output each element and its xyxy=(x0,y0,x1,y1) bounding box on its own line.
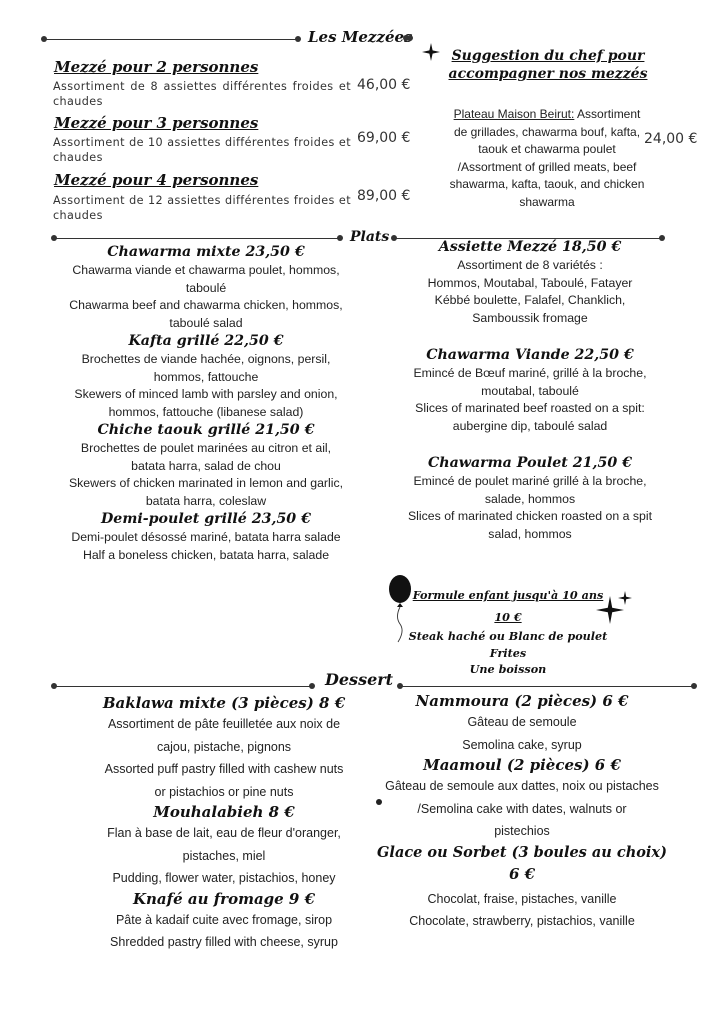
chef-suggestion xyxy=(448,47,648,83)
dish-title: Mouhalabieh 8 € xyxy=(153,803,295,821)
kids-line: Steak haché ou Blanc de poulet xyxy=(408,629,608,643)
dish-title: Glace ou Sorbet (3 boules au choix) xyxy=(377,843,667,861)
dish-line: Chocolate, strawberry, pistachios, vanille xyxy=(409,914,635,928)
dish-line: batata harra, coleslaw xyxy=(145,493,267,508)
dish-title: Chawarma mixte 23,50 € xyxy=(107,244,305,260)
dish-line: Slices of marinated beef roasted on a spit: xyxy=(415,401,645,415)
dish-line: Half a boneless chicken, batata harra, salade xyxy=(82,547,330,562)
dish-line: Chocolat, fraise, pistaches, vanille xyxy=(427,891,617,906)
dish-line: Emincé de Bœuf mariné, grillé à la broche, xyxy=(413,366,647,380)
dish-line: taboulé xyxy=(185,280,227,295)
chef-line: shawarma, kafta, taouk, and chicken xyxy=(449,177,645,191)
dish-title: Nammoura (2 pièces) 6 € xyxy=(415,692,629,710)
dessert-right-column xyxy=(372,692,672,933)
dish-line: Assortiment de 8 variétés : xyxy=(457,258,603,272)
plats-divider-left xyxy=(54,238,340,239)
dish-line: Gâteau de semoule aux dattes, noix ou pistaches xyxy=(385,779,659,793)
mezze-2-title: Mezzé pour 2 personnes xyxy=(54,58,259,76)
dish-line: /Semolina cake with dates, walnuts or xyxy=(417,801,627,816)
dish-line: taboulé salad xyxy=(169,315,243,330)
chef-plateau-label: Plateau Maison Beirut: xyxy=(453,107,575,121)
dish-line: Skewers of chicken marinated in lemon and garlic, xyxy=(68,476,344,490)
chef-plateau xyxy=(436,106,658,211)
mezze-3-desc: Assortiment de 10 assiettes différentes froides et chaudes xyxy=(53,136,351,164)
dish-title: Baklawa mixte (3 pièces) 8 € xyxy=(102,694,346,712)
dish-title: Knafé au fromage 9 € xyxy=(132,889,316,908)
dish-line: pistaches, miel xyxy=(182,848,266,863)
dish-line: Shredded pastry filled with cheese, syrup xyxy=(110,935,338,949)
chef-line: /Assortment of grilled meats, beef xyxy=(457,159,637,174)
kids-line: Frites xyxy=(489,645,527,660)
dish-line: Assorted puff pastry filled with cashew nuts xyxy=(104,762,344,776)
dish-price: 6 € xyxy=(508,864,536,883)
dish-line: batata harra, salad de chou xyxy=(131,458,281,473)
mezzes-section-title: Les Mezzées xyxy=(308,28,413,46)
dish-line: salad, hommos xyxy=(488,526,572,541)
mezze-3-price: 69,00 € xyxy=(357,130,411,146)
dish-line: Semolina cake, syrup xyxy=(462,737,582,752)
dish-title: Kafta grillé 22,50 € xyxy=(128,333,284,349)
dish-title: Chawarma Viande 22,50 € xyxy=(426,347,634,363)
dish-line: Flan à base de lait, eau de fleur d'oranger, xyxy=(107,826,341,840)
dessert-divider-left xyxy=(54,686,312,687)
dish-line: Assortiment de pâte feuilletée aux noix de xyxy=(107,717,341,731)
dish-line: salade, hommos xyxy=(484,491,576,506)
dish-title: Maamoul (2 pièces) 6 € xyxy=(423,756,621,774)
sparkle-icon xyxy=(421,42,441,62)
dessert-section-title: Dessert xyxy=(325,670,394,689)
plats-section-title: Plats xyxy=(350,229,390,245)
dish-line: aubergine dip, taboulé salad xyxy=(452,418,608,433)
kids-formula xyxy=(408,587,608,678)
mezze-4-title: Mezzé pour 4 personnes xyxy=(54,171,259,189)
kids-price: 10 € xyxy=(494,609,522,624)
dish-line: or pistachios or pine nuts xyxy=(154,784,294,799)
dish-line: Gâteau de semoule xyxy=(467,715,577,729)
chef-line: Assortiment xyxy=(577,107,641,121)
dish-line: Chawarma viande et chawarma poulet, hommos, xyxy=(72,263,340,277)
dish-line: Samboussik fromage xyxy=(472,310,588,325)
dish-line: Pudding, flower water, pistachios, honey xyxy=(112,871,336,885)
dish-line: Kébbé boulette, Falafel, Chanklich, xyxy=(434,293,626,307)
chef-line: shawarma xyxy=(519,194,575,209)
kids-title: Formule enfant jusqu'à 10 ans xyxy=(412,588,604,602)
dish-title: Demi-poulet grillé 23,50 € xyxy=(101,511,311,527)
dish-line: Brochettes de viande hachée, oignons, persil, xyxy=(81,352,331,366)
chef-suggestion-title: Suggestion du chef pour accompagner nos mezzés xyxy=(448,48,648,82)
dish-title: Chiche taouk grillé 21,50 € xyxy=(97,422,315,438)
kids-line: Une boisson xyxy=(469,662,547,676)
chef-line: taouk et chawarma poulet xyxy=(478,142,616,156)
mezze-3-title: Mezzé pour 3 personnes xyxy=(54,114,259,132)
mezze-2-price: 46,00 € xyxy=(357,77,411,93)
dessert-divider-right xyxy=(400,686,694,687)
mezze-2-desc: Assortiment de 8 assiettes différentes froides et chaudes xyxy=(53,80,351,108)
dish-title: Chawarma Poulet 21,50 € xyxy=(427,455,633,471)
dish-line: Demi-poulet désossé mariné, batata harra salade xyxy=(71,530,341,544)
dessert-left-column xyxy=(74,694,374,954)
dish-line: cajou, pistache, pignons xyxy=(156,739,292,754)
plats-right-column xyxy=(380,238,680,543)
dish-line: hommos, fattouche xyxy=(153,369,259,384)
mezze-4-price: 89,00 € xyxy=(357,188,411,204)
dish-line: moutabal, taboulé xyxy=(481,383,579,398)
dish-line: hommos, fattouche (libanese salad) xyxy=(108,404,304,419)
dish-line: pistechios xyxy=(494,824,550,838)
dish-line: Emincé de poulet mariné grillé à la broche, xyxy=(413,474,647,488)
dish-line: Chawarma beef and chawarma chicken, hommos, xyxy=(69,298,343,312)
plats-left-column xyxy=(56,243,356,564)
dish-line: Hommos, Moutabal, Taboulé, Fatayer xyxy=(427,275,633,290)
dish-title: Assiette Mezzé 18,50 € xyxy=(438,239,622,255)
mezze-4-desc: Assortiment de 12 assiettes différentes froides et chaudes xyxy=(53,194,351,222)
dish-line: Skewers of minced lamb with parsley and onion, xyxy=(74,387,338,401)
dish-line: Pâte à kadaif cuite avec fromage, sirop xyxy=(115,912,333,927)
dish-line: Slices of marinated chicken roasted on a spit xyxy=(407,509,653,523)
chef-price: 24,00 € xyxy=(644,131,698,147)
dish-line: Brochettes de poulet marinées au citron et ail, xyxy=(80,441,332,455)
mezzes-divider-left xyxy=(44,39,298,40)
chef-line: de grillades, chawarma bouf, kafta, xyxy=(453,124,641,139)
